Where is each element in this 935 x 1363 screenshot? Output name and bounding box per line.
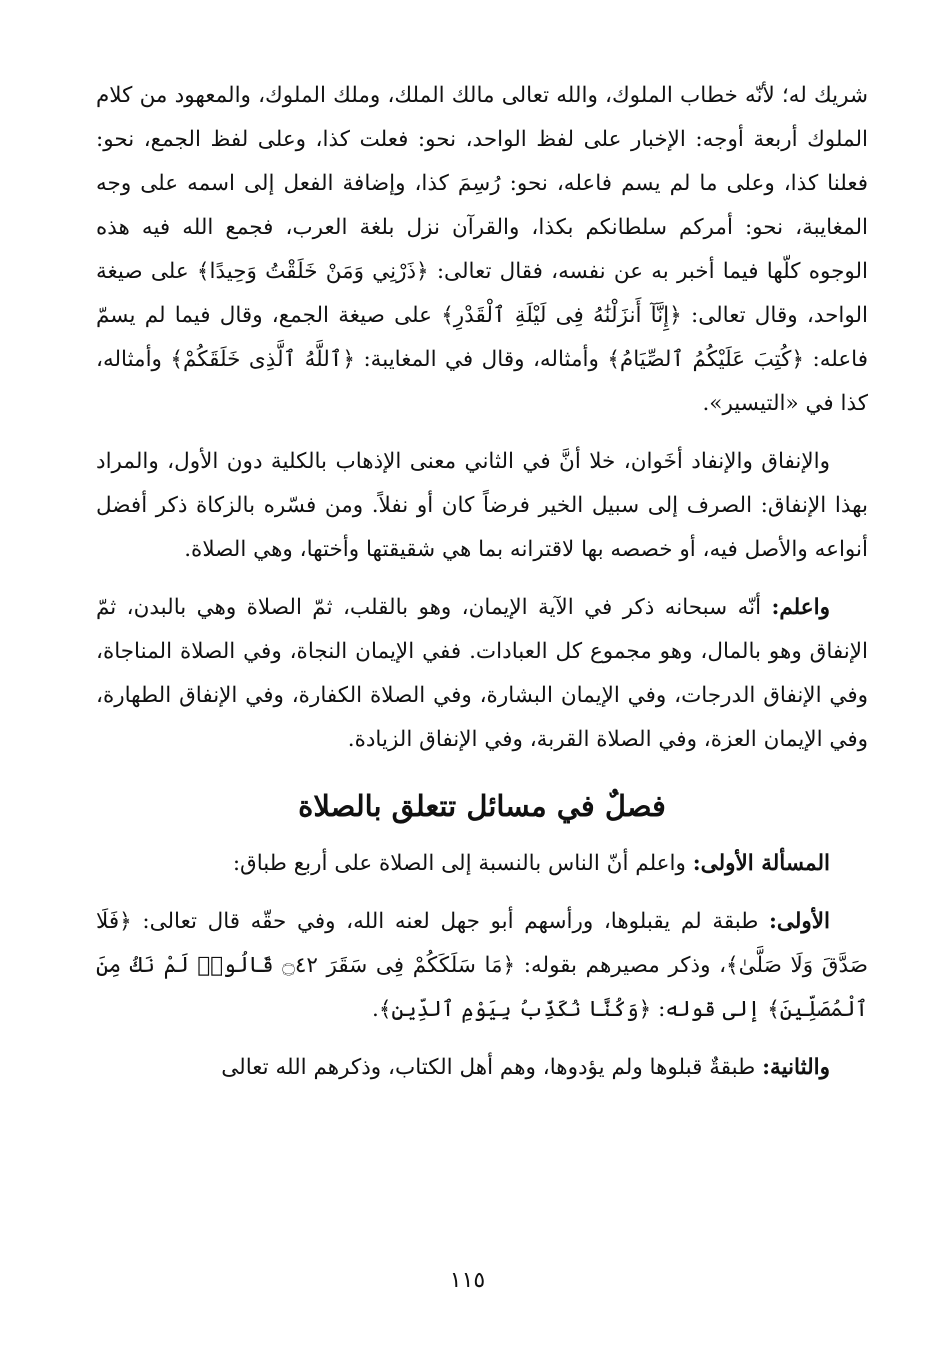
paragraph-3 — [96, 586, 868, 762]
section-heading: فصلٌ في مسائل تتعلق بالصلاة — [298, 789, 666, 823]
paragraph-1: شريك له؛ لأنّه خطاب الملوك، والله تعالى مالك الملك، وملك الملوك، والمعهود من كلام الملوك أربعة أوجه: الإخبار على لفظ الواحد، نحو: فعلت كذا، وعلى لفظ الجمع، نحو: فعلنا كذا، وعلى ما لم يسم فاعله، نحو: رُسِمَ كذا، وإضافة الفعل إلى اسمه على وجه المغايبة، نحو: أمركم سلطانكم بكذا، والقرآن نزل بلغة العرب، فجمع الله فيه هذه الوجوه كلّها فيما أخبر به عن نفسه، فقال تعالى: ﴿ذَرْنِي وَمَنْ خَلَقْتُ وَحِيدًا﴾ على صيغة الواحد، وقال تعالى: ﴿إِنَّآ أَنزَلْنَٰهُ فِى لَيْلَةِ ٱلْقَدْرِ﴾ على صيغة الجمع، وقال فيما لم يسمّ فاعله: ﴿كُتِبَ عَلَيْكُمُ ٱلصِّيَامُ﴾ وأمثاله، وقال في المغايبة: ﴿ٱللَّهُ ٱلَّذِى خَلَقَكُمْ﴾ وأمثاله، كذا في «التيسير». — [96, 83, 868, 416]
paragraph-2: والإنفاق والإنفاد أخَوان، خلا أنَّ في الثاني معنى الإذهاب بالكلية دون الأول، والمراد بهذا الإنفاق: الصرف إلى سبيل الخير فرضاً كان أو نفلاً. ومن فسّره بالزكاة ذكر أفضل أنواعه والأصل فيه، أو خصصه بها لاقترانه بما هي شقيقتها وأختها، وهي الصلاة. — [96, 449, 868, 562]
second-class-paragraph — [96, 1046, 868, 1090]
paragraph-3-lead: واعلم: — [771, 595, 830, 620]
masala-lead: المسألة الأولى: — [692, 851, 830, 876]
page-body — [96, 74, 868, 1090]
first-class-lead: الأولى: — [768, 909, 830, 934]
page-number: ١١٥ — [449, 1268, 486, 1293]
second-class-text: طبقةٌ قبلوها ولم يؤدوها، وهم أهل الكتاب، وذكرهم الله تعالى — [221, 1055, 756, 1080]
first-class-text: طبقة لم يقبلوها، ورأسهم أبو جهل لعنه الله، وفي حقّه قال تعالى: ﴿فَلَا صَدَّقَ وَلَا صَلَّىٰ﴾، وذكر مصيرهم بقوله: ﴿مَا سَلَكَكُمْ فِى سَقَرَ ۝٤٢ قَالُوا۟ لَمْ نَكُ مِنَ ٱلْمُصَلِّينَ﴾ إلى قوله: ﴿وَكُنَّا نُكَذِّبُ بِيَوْمِ ٱلدِّينِ﴾. — [96, 909, 868, 1022]
masala-paragraph — [96, 842, 868, 886]
first-class-paragraph — [96, 900, 868, 1032]
second-class-lead: والثانية: — [762, 1055, 830, 1080]
masala-text: واعلم أنّ الناس بالنسبة إلى الصلاة على أربع طباق: — [232, 851, 686, 876]
paragraph-3-text: أنّه سبحانه ذكر في الآية الإيمان، وهو بالقلب، ثمّ الصلاة وهي بالبدن، ثمّ الإنفاق وهو بالمال، وهو مجموع كل العبادات. ففي الإيمان النجاة، وفي الصلاة المناجاة، وفي الإنفاق الدرجات، وفي الإيمان البشارة، وفي الصلاة الكفارة، وفي الإنفاق الطهارة، وفي الإيمان العزة، وفي الصلاة القربة، وفي الإنفاق الزيادة. — [96, 595, 869, 752]
